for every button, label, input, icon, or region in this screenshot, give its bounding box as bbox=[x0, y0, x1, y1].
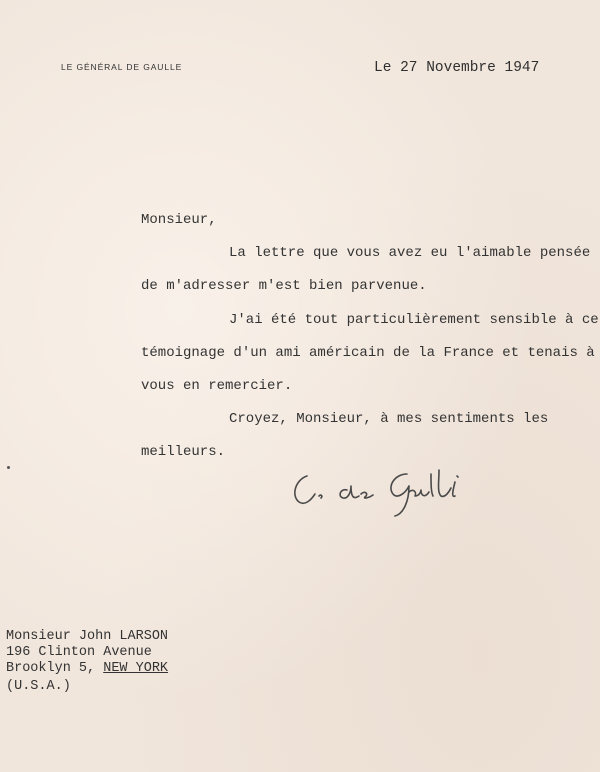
ink-bleed-through bbox=[397, 38, 578, 251]
recipient-country: (U.S.A.) bbox=[6, 679, 71, 694]
body-line: meilleurs. bbox=[141, 444, 226, 460]
body-line: vous en remercier. bbox=[141, 378, 293, 394]
recipient-city-prefix: Brooklyn 5, bbox=[6, 661, 104, 676]
recipient-city-line bbox=[6, 661, 168, 676]
body-line: Croyez, Monsieur, à mes sentiments les bbox=[229, 411, 549, 427]
body-line: La lettre que vous avez eu l'aimable pensée bbox=[229, 245, 591, 261]
body-line: de m'adresser m'est bien parvenue. bbox=[141, 278, 427, 294]
paper-speck bbox=[7, 466, 10, 469]
recipient-name: Monsieur John LARSON bbox=[6, 629, 169, 644]
letterhead: LE GÉNÉRAL DE GAULLE bbox=[61, 62, 183, 72]
recipient-street: 196 Clinton Avenue bbox=[6, 645, 152, 660]
body-line: témoignage d'un ami américain de la France et tenais à bbox=[141, 345, 595, 361]
recipient-city: NEW YORK bbox=[103, 661, 169, 676]
body-line: J'ai été tout particulièrement sensible à ce bbox=[229, 312, 599, 328]
letter-date: Le 27 Novembre 1947 bbox=[374, 60, 540, 76]
salutation: Monsieur, bbox=[141, 212, 217, 228]
signature-image bbox=[285, 462, 485, 522]
